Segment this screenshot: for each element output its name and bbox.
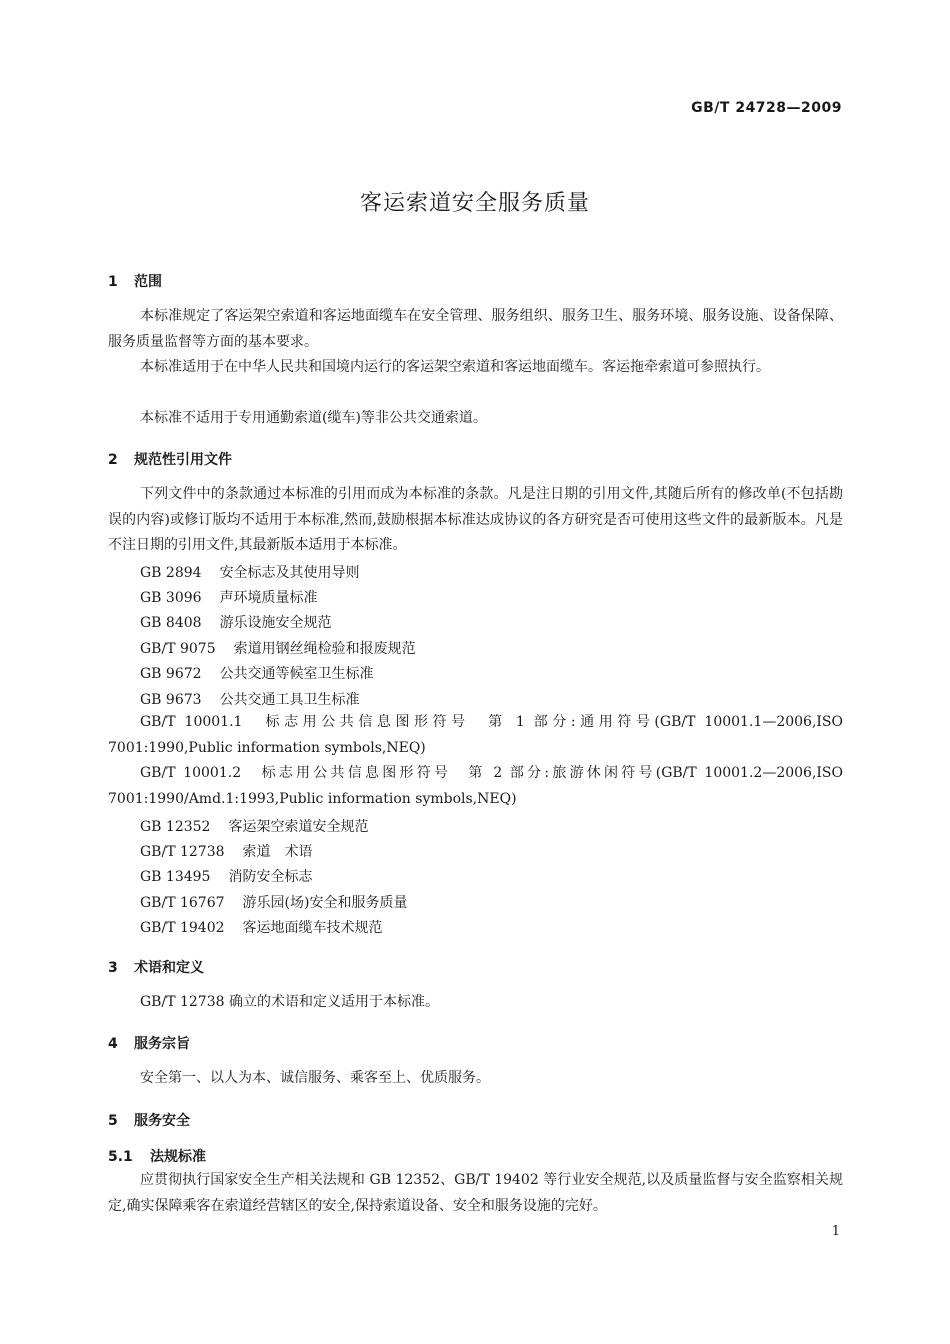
reference-code: GB 13495 (140, 869, 211, 885)
reference-code: GB/T 9075 (140, 641, 216, 657)
reference-item-long: GB/T 10001.2 标志用公共信息图形符号 第 2 部分:旅游休闲符号(GB/T 10001.2—2006,ISO 7001:1990/Amd.1:1993,Public information symbols,NEQ) (108, 765, 843, 807)
section-title: 规范性引用文件 (134, 452, 232, 468)
reference-item-long: GB/T 10001.1 标志用公共信息图形符号 第 1 部分:通用符号(GB/T 10001.1—2006,ISO 7001:1990,Public information symbols,NEQ) (108, 714, 843, 756)
reference-item (140, 663, 374, 683)
section-heading-normative-references (108, 449, 232, 469)
reference-title: 公共交通等候室卫生标准 (219, 666, 374, 682)
reference-item (140, 866, 312, 886)
reference-item (140, 612, 332, 632)
section-title: 法规标准 (150, 1149, 206, 1165)
section-heading-safety (108, 1110, 190, 1130)
reference-title: 安全标志及其使用导则 (219, 565, 360, 581)
section-title: 范围 (134, 274, 162, 290)
reference-title: 客运地面缆车技术规范 (242, 920, 383, 936)
page-number: 1 (831, 1224, 840, 1239)
section-heading-purpose (108, 1033, 190, 1053)
reference-item (140, 917, 383, 937)
section-number: 3 (108, 960, 118, 976)
paragraph: 应贯彻执行国家安全生产相关法规和 GB 12352、GB/T 19402 等行业安全规范,以及质量监督与安全监察相关规定,确实保障乘客在索道经营辖区的安全,保持索道设备、安全和服务设施的完好。 (108, 1172, 843, 1214)
reference-title: 索道用钢丝绳检验和报废规范 (233, 641, 416, 657)
standard-number: GB/T 24728—2009 (691, 100, 842, 116)
paragraph: GB/T 12738 确立的术语和定义适用于本标准。 (140, 994, 439, 1010)
reference-item (140, 816, 368, 836)
paragraph: 本标准适用于在中华人民共和国境内运行的客运架空索道和客运地面缆车。客运拖牵索道可参照执行。 (140, 359, 770, 375)
paragraph: 本标准不适用于专用通勤索道(缆车)等非公共交通索道。 (140, 410, 487, 426)
reference-code: GB 2894 (140, 565, 202, 581)
paragraph: 安全第一、以人为本、诚信服务、乘客至上、优质服务。 (140, 1070, 490, 1086)
reference-code: GB 9673 (140, 692, 202, 708)
reference-code: GB/T 12738 (140, 844, 225, 860)
reference-title: 索道 术语 (242, 844, 313, 860)
reference-title: 消防安全标志 (228, 869, 313, 885)
reference-item (140, 892, 407, 912)
reference-code: GB 8408 (140, 615, 202, 631)
paragraph: 下列文件中的条款通过本标准的引用而成为本标准的条款。凡是注日期的引用文件,其随后所有的修改单(不包括勘误的内容)或修订版均不适用于本标准,然而,鼓励根据本标准达成协议的各方研究是否可使用这些文件的最新版本。凡是不注日期的引用文件,其最新版本适用于本标准。 (108, 486, 843, 553)
section-number: 5.1 (108, 1149, 133, 1165)
reference-item (140, 638, 416, 658)
section-number: 2 (108, 452, 118, 468)
section-number: 5 (108, 1113, 118, 1129)
section-title: 服务安全 (134, 1113, 190, 1129)
reference-code: GB/T 16767 (140, 895, 225, 911)
section-title: 服务宗旨 (134, 1036, 190, 1052)
section-heading-scope (108, 271, 162, 291)
reference-title: 游乐设施安全规范 (219, 615, 332, 631)
reference-code: GB 9672 (140, 666, 202, 682)
document-title: 客运索道安全服务质量 (359, 191, 590, 216)
reference-code: GB 3096 (140, 590, 202, 606)
reference-title: 公共交通工具卫生标准 (219, 692, 360, 708)
section-title: 术语和定义 (134, 960, 204, 976)
reference-item (140, 689, 360, 709)
reference-code: GB/T 19402 (140, 920, 225, 936)
paragraph: 本标准规定了客运架空索道和客运地面缆车在安全管理、服务组织、服务卫生、服务环境、服务设施、设备保障、服务质量监督等方面的基本要求。 (108, 308, 843, 350)
reference-title: 客运架空索道安全规范 (228, 819, 369, 835)
section-number: 1 (108, 274, 118, 290)
reference-title: 声环境质量标准 (219, 590, 318, 606)
reference-item (140, 841, 313, 861)
section-heading-terms (108, 957, 204, 977)
reference-item (140, 562, 360, 582)
reference-item (140, 587, 318, 607)
reference-title: 游乐园(场)安全和服务质量 (242, 895, 408, 911)
reference-code: GB 12352 (140, 819, 211, 835)
subsection-heading-regulations (108, 1146, 206, 1166)
section-number: 4 (108, 1036, 118, 1052)
